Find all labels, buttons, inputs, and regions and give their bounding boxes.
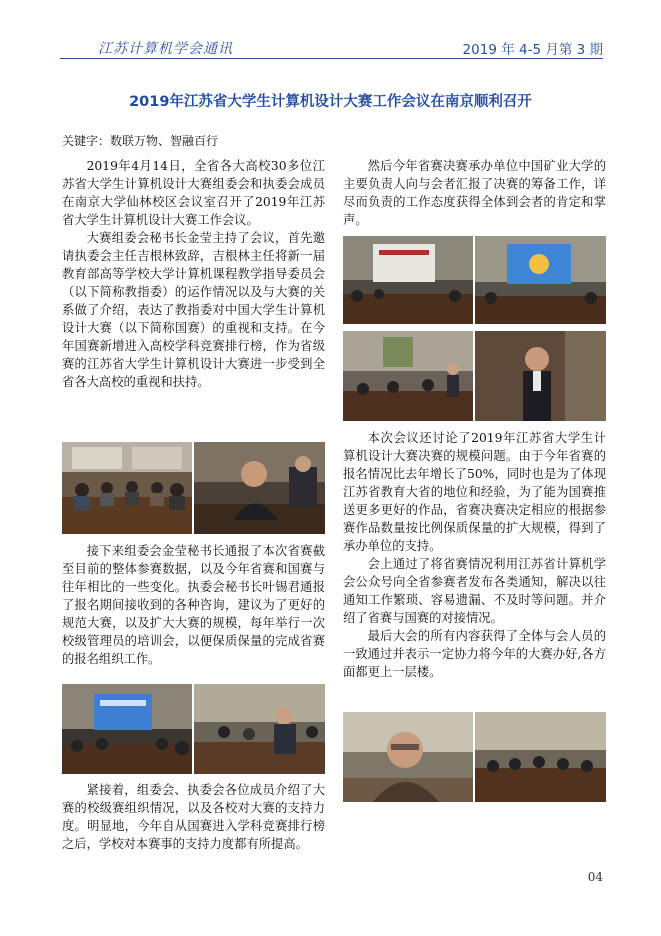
issue-label: 2019 年 4-5 月第 3 期 [462,42,603,58]
paragraph: 然后今年省赛决赛承办单位中国矿业大学的主要负责人向与会者汇报了决赛的筹备工作，详尽而负责的工作态度获得全体到会者的肯定和掌声。 [343,159,606,227]
photo-meeting-table [475,712,606,802]
paragraph: 本次会议还讨论了2019年江苏省大学生计算机设计大赛决赛的规模问题。由于今年省赛的报名情况比去年增长了50%，同时也是为了体现江苏省教育大省的地位和经验，为了能为国赛推送更多更好的作品，省赛决赛决定相应的根据参赛作品数量按比例保质保量的扩大规模，得到了承办单位的支持。 [343,431,606,553]
photo-attendees [194,684,325,774]
paragraph: 2019年4月14日，全省各大高校30多位江苏省大学生计算机设计大赛组委会和执委会成员在南京大学仙林校区会议室召开了2019年江苏省大学生计算机设计大赛工作会议。 [62,159,325,227]
keywords-value: ：数联万物、智融百行 [98,134,219,148]
paragraph: 会上通过了将省赛情况利用江苏省计算机学会公众号向全省参赛者发布各类通知，解决以往通知工作繁琐、容易遗漏、不及时等问题。并介绍了省赛与国赛的对接情况。 [343,557,606,625]
right-column-middle [343,429,606,681]
photo-meeting-room [62,442,192,534]
photo-screen-left [343,236,473,324]
photo-presenter [475,331,606,421]
paragraph: 最后大会的所有内容获得了全体与会人员的一致通过并表示一定协力将今年的大赛办好,各方面都更上一层楼。 [343,629,606,679]
header-rule [60,58,603,59]
photo-screen-right [475,236,606,324]
left-column-bottom [62,781,325,853]
newsletter-name: 江苏计算机学会通讯 [98,41,233,57]
photo-portrait [343,712,473,802]
page-number: 04 [587,870,603,884]
paragraph: 大赛组委会秘书长金莹主持了会议，首先邀请执委会主任吉根林致辞，吉根林主任将新一届教育部高等学校大学计算机课程教学指导委员会（以下简称教指委）的运作情况以及与大赛的关系做了介绍，表达了教指委对中国大学生计算机设计大赛（以下简称国赛）的重视和支持。在今年国赛新增进入高校学科竞赛排行榜，作为省级赛的江苏省大学生计算机设计大赛进一步受到全省各大高校的重视和扶持。 [62,231,325,389]
keywords-label: 关键字 [62,134,99,148]
left-column-top [62,157,325,391]
left-column-middle [62,542,325,668]
keywords-line [62,132,218,149]
photo-presentation-screen [62,684,192,774]
photo-room-wide [343,331,473,421]
photo-speaker [194,442,325,534]
right-column-top [343,157,606,229]
paragraph: 接下来组委会金莹秘书长通报了本次省赛截至目前的整体参赛数据，以及今年省赛和国赛与往年相比的一些变化。执委会秘书长叶锡君通报了报名期间接收到的各种咨询，建议为了更好的规范大赛，以及扩大大赛的规模，每年举行一次校级管理员的培训会，以便保质保量的完成省赛的报名组织工作。 [62,544,325,666]
article-title: 2019年江苏省大学生计算机设计大赛工作会议在南京顺利召开 [129,94,532,110]
paragraph: 紧接着，组委会、执委会各位成员介绍了大赛的校级赛组织情况，以及各校对大赛的支持力度。明显地，今年自从国赛进入学科竞赛排行榜之后，学校对本赛事的支持力度都有所提高。 [62,783,325,851]
